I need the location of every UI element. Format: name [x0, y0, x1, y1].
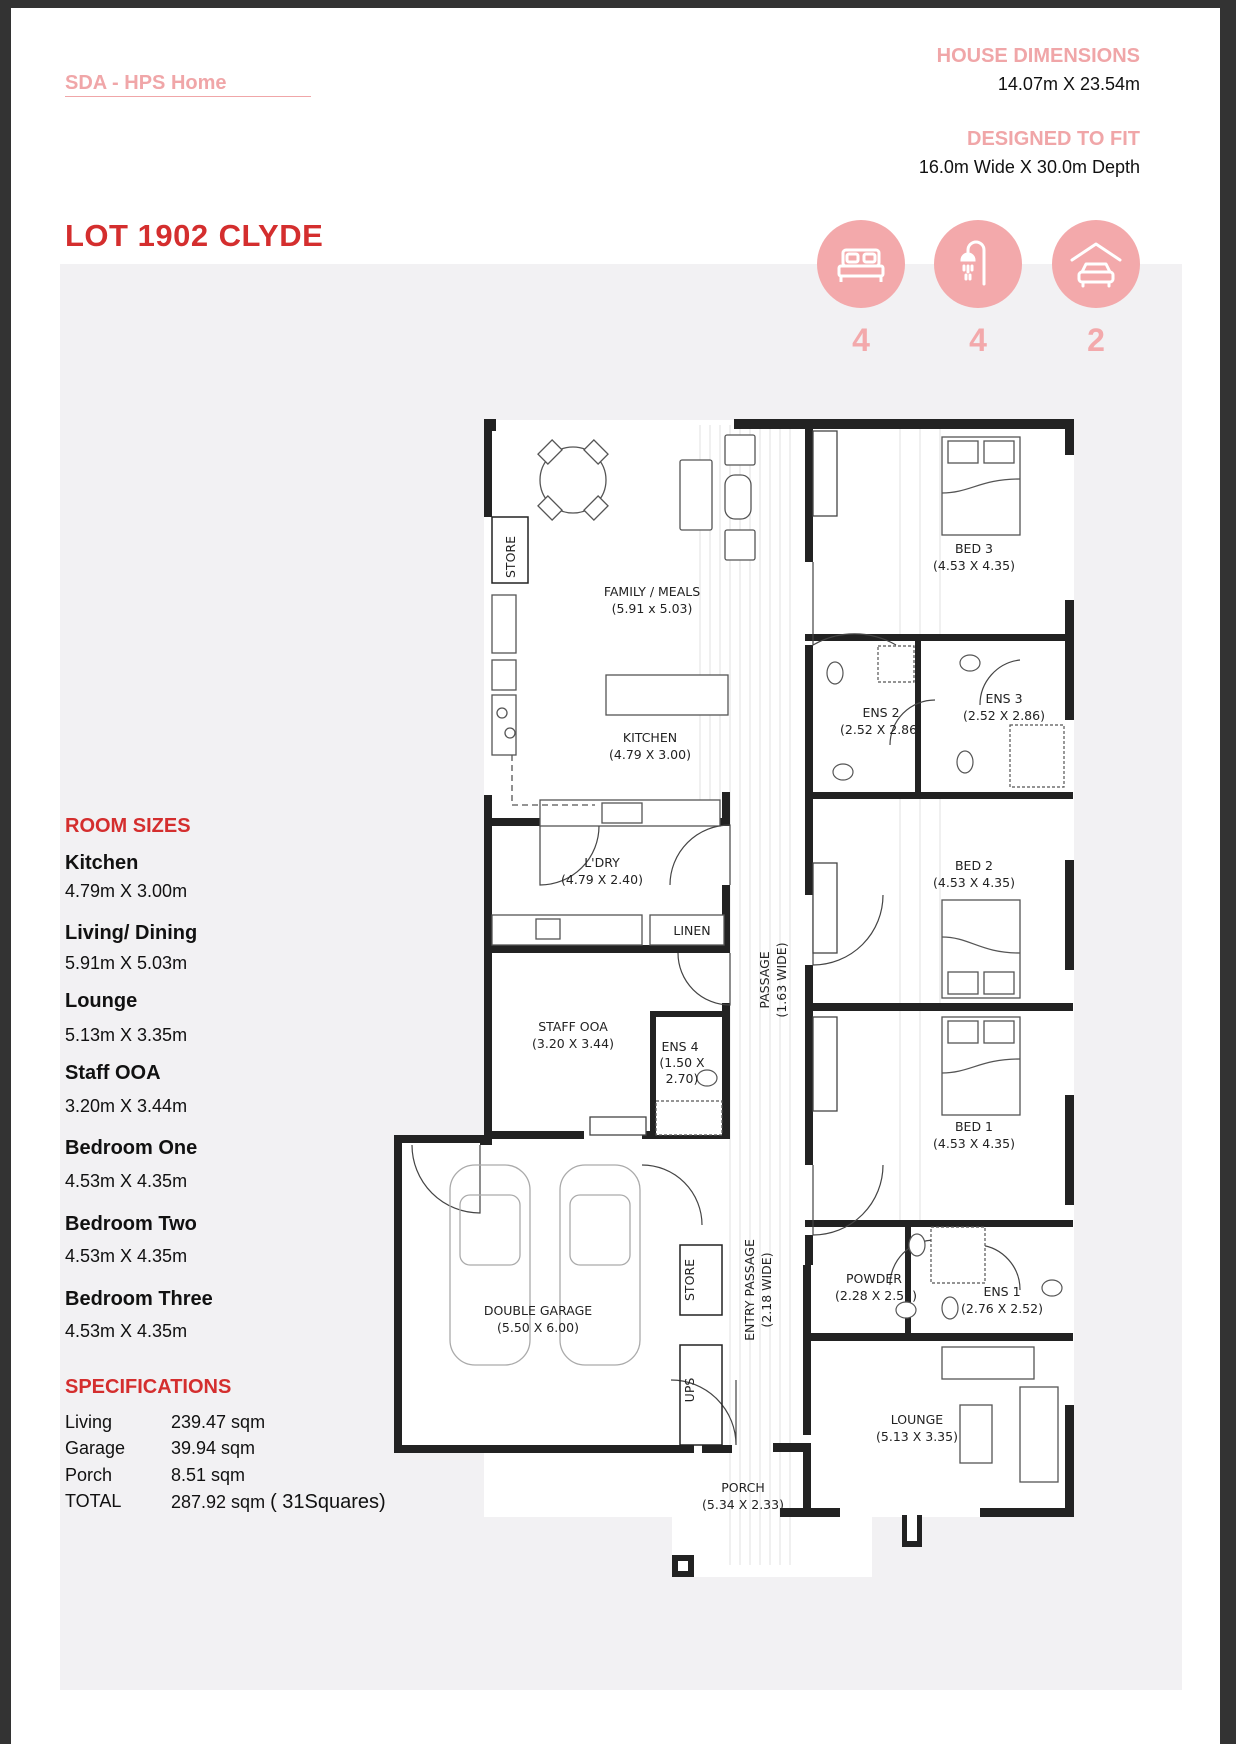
label-laundry: L'DRY [584, 855, 620, 870]
label-kitchen: KITCHEN [622, 730, 678, 745]
room-name: Staff OOA [65, 1062, 161, 1084]
label-entry-passage: ENTRY PASSAGE [742, 1239, 757, 1341]
page-frame-right [1220, 0, 1236, 1744]
label-store-top: STORE [503, 536, 518, 578]
label-porch: PORCH [721, 1480, 765, 1495]
label-family-meals: FAMILY / MEALS [603, 584, 701, 599]
house-dimensions-value: 14.07m X 23.54m [997, 74, 1140, 94]
floor-plan [380, 405, 1100, 1595]
room-size: 4.53m X 4.35m [65, 1171, 188, 1191]
bed-icon [817, 220, 905, 308]
total-area: 287.92 sqm [171, 1492, 266, 1512]
room-size: 5.91m X 5.03m [65, 953, 188, 973]
spec-label: Garage [65, 1438, 126, 1458]
shower-icon [934, 220, 1022, 308]
label-ens2: ENS 2 [862, 705, 900, 720]
label-double-garage: DOUBLE GARAGE [483, 1303, 593, 1318]
label-passage-size: (1.63 WIDE) [774, 942, 789, 1018]
label-powder: POWDER [846, 1271, 902, 1286]
room-name: Bedroom One [65, 1137, 198, 1159]
label-ups: UPS [682, 1377, 697, 1403]
spec-value: 8.51 sqm [171, 1465, 246, 1485]
label-ens4-size-a: (1.50 X [659, 1055, 705, 1070]
label-entry-passage-size: (2.18 WIDE) [759, 1252, 774, 1328]
bathroom-count: 4 [969, 322, 987, 358]
total-squares: ( 31Squares) [270, 1491, 386, 1513]
bedroom-count: 4 [852, 322, 870, 358]
room-size: 4.53m X 4.35m [65, 1321, 188, 1341]
brand-underline [65, 96, 311, 97]
label-lounge: LOUNGE [890, 1412, 944, 1427]
room-size: 4.53m X 4.35m [65, 1246, 188, 1266]
room-name: Living/ Dining [65, 922, 198, 944]
label-bed2: BED 2 [954, 858, 994, 873]
spec-label: TOTAL [65, 1491, 122, 1511]
house-name: CLYDE [218, 218, 324, 253]
label-kitchen-size: (4.79 X 3.00) [609, 747, 691, 762]
label-double-garage-size: (5.50 X 6.00) [497, 1320, 579, 1335]
label-ens4-size-b: 2.70) [665, 1071, 699, 1086]
spec-value: 39.94 sqm [171, 1438, 256, 1458]
garage-count: 2 [1087, 322, 1105, 358]
lot-title [65, 218, 323, 254]
label-porch-size: (5.34 X 2.33) [702, 1497, 784, 1512]
label-bed3-size: (4.53 X 4.35) [933, 558, 1015, 573]
spec-value [171, 1491, 386, 1514]
car-garage-icon [1052, 220, 1140, 308]
label-passage: PASSAGE [757, 951, 772, 1009]
room-name: Kitchen [65, 852, 139, 874]
house-dimensions-label: HOUSE DIMENSIONS [936, 45, 1140, 67]
label-laundry-size: (4.79 X 2.40) [561, 872, 643, 887]
designed-to-fit-value: 16.0m Wide X 30.0m Depth [918, 157, 1140, 177]
brand-title: SDA - HPS Home [65, 72, 227, 94]
label-staff-ooa-size: (3.20 X 3.44) [532, 1036, 614, 1051]
label-lounge-size: (5.13 X 3.35) [876, 1429, 958, 1444]
label-ens3: ENS 3 [985, 691, 1023, 706]
lot-number: LOT 1902 [65, 218, 209, 253]
spec-label: Porch [65, 1465, 113, 1485]
room-sizes-heading: ROOM SIZES [65, 815, 191, 837]
label-ens1: ENS 1 [983, 1284, 1021, 1299]
label-family-meals-size: (5.91 x 5.03) [611, 601, 693, 616]
label-ens3-size: (2.52 X 2.86) [963, 708, 1045, 723]
label-bed1-size: (4.53 X 4.35) [933, 1136, 1015, 1151]
label-powder-size: (2.28 X 2.52) [835, 1288, 917, 1303]
room-size: 3.20m X 3.44m [65, 1096, 188, 1116]
label-store-garage: STORE [682, 1259, 697, 1301]
room-name: Bedroom Two [65, 1213, 197, 1235]
label-ens2-size: (2.52 X 2.86) [840, 722, 922, 737]
label-bed3: BED 3 [954, 541, 994, 556]
label-bed2-size: (4.53 X 4.35) [933, 875, 1015, 890]
label-linen: LINEN [673, 923, 711, 938]
label-ens4: ENS 4 [661, 1039, 699, 1054]
page-frame-top [0, 0, 1236, 8]
label-ens1-size: (2.76 X 2.52) [961, 1301, 1043, 1316]
room-name: Lounge [65, 990, 138, 1012]
label-staff-ooa: STAFF OOA [538, 1019, 608, 1034]
spec-label: Living [65, 1412, 113, 1432]
room-name: Bedroom Three [65, 1288, 213, 1310]
room-size: 4.79m X 3.00m [65, 881, 188, 901]
designed-to-fit-label: DESIGNED TO FIT [967, 128, 1140, 150]
room-size: 5.13m X 3.35m [65, 1025, 188, 1045]
page-frame-left [0, 0, 11, 1744]
specifications-heading: SPECIFICATIONS [65, 1376, 232, 1398]
dining-table [538, 440, 608, 520]
spec-value: 239.47 sqm [171, 1412, 266, 1432]
label-bed1: BED 1 [954, 1119, 994, 1134]
